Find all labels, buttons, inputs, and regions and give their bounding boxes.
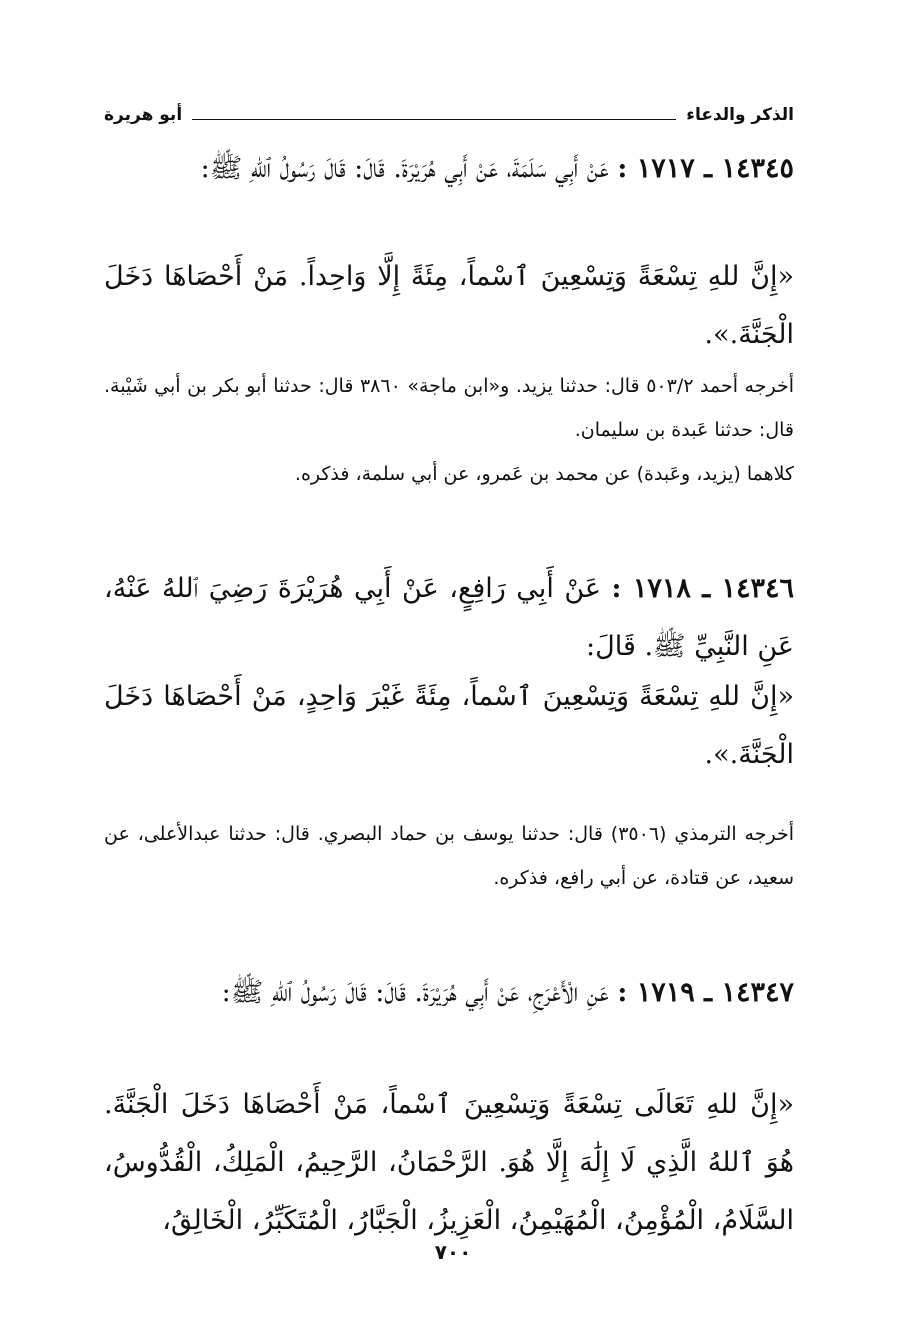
header-section-title: أبو هريرة (104, 105, 183, 125)
hadith-matn-text: «إِنَّ للهِ تِسْعَةً وَتِسْعِينَ ٱسْماً، مِئَةً إِلَّا وَاحِداً. مَنْ أَحْصَاهَا دَخَلَ الْجَنَّةَ.». (104, 261, 794, 350)
hadith-matn-2 (104, 668, 794, 784)
hadith-isnad (104, 560, 794, 676)
hadith-isnad (104, 140, 794, 198)
hadith-number: ١٤٣٤٦ ـ ١٧١٨ : (611, 573, 794, 604)
hadith-entry-3 (104, 964, 794, 1022)
takhrij-2 (104, 812, 794, 900)
running-header (104, 98, 794, 132)
hadith-matn-text: «إِنَّ للهِ تَعَالَى تِسْعَةً وَتِسْعِينَ ٱسْماً، مَنْ أَحْصَاهَا دَخَلَ الْجَنَّةَ. هُوَ ٱللهُ الَّذِي لَا إِلَٰهَ إِلَّا هُوَ. الرَّحْمَانُ، الرَّحِيمُ، الْمَلِكُ، الْقُدُّوسُ، السَّلَامُ، الْمُؤْمِنُ، الْمُهَيْمِنُ، الْعَزِيزُ، الْجَبَّارُ، الْمُتَكَبِّرُ، الْخَالِقُ، (104, 1089, 794, 1236)
hadith-isnad-text: عَنْ أَبِي سَلَمَةَ، عَنْ أَبِي هُرَيْرَةَ. قَالَ: قَالَ رَسُولُ ٱللهِ ﷺ: (200, 153, 609, 184)
takhrij-1 (104, 364, 794, 496)
hadith-number: ١٤٣٤٧ ـ ١٧١٩ : (617, 977, 794, 1008)
header-rule (192, 119, 676, 120)
takhrij-line: كلاهما (يزيد، وعَبدة) عن محمد بن عَمرو، عن أبي سلمة، فذكره. (294, 463, 794, 485)
header-chapter-title: الذكر والدعاء (686, 105, 794, 125)
hadith-matn-text: «إِنَّ للهِ تِسْعَةً وَتِسْعِينَ ٱسْماً، مِئَةً غَيْرَ وَاحِدٍ، مَنْ أَحْصَاهَا دَخَلَ الْجَنَّةَ.». (104, 681, 794, 770)
hadith-isnad (104, 964, 794, 1022)
hadith-matn-1 (104, 248, 794, 364)
hadith-isnad-text: عَنِ الْأَعْرَجِ، عَنْ أَبِي هُرَيْرَةَ. قَالَ: قَالَ رَسُولُ ٱللهِ ﷺ: (221, 977, 609, 1008)
hadith-number: ١٤٣٤٥ ـ ١٧١٧ : (617, 153, 794, 184)
hadith-entry-2 (104, 560, 794, 676)
takhrij-line: أخرجه أحمد ٥٠٣/٢ قال: حدثنا يزيد. و«ابن ماجة» ٣٨٦٠ قال: حدثنا أبو بكر بن أبي شَيْبة. قال: حدثنا عَبدة بن سليمان. (104, 375, 794, 441)
page-number: ٧٠٠ (434, 1240, 472, 1264)
hadith-isnad-text: عَنْ أَبِي رَافِعٍ، عَنْ أَبِي هُرَيْرَةَ رَضِيَ ٱللهُ عَنْهُ، عَنِ النَّبِيِّ ﷺ. قَالَ: (104, 573, 794, 662)
hadith-entry-1 (104, 140, 794, 198)
takhrij-line: أخرجه الترمذي (٣٥٠٦) قال: حدثنا يوسف بن حماد البصري. قال: حدثنا عبدالأعلى، عن سعيد، عن قتادة، عن أبي رافع، فذكره. (104, 823, 794, 889)
hadith-matn-3 (104, 1076, 794, 1250)
